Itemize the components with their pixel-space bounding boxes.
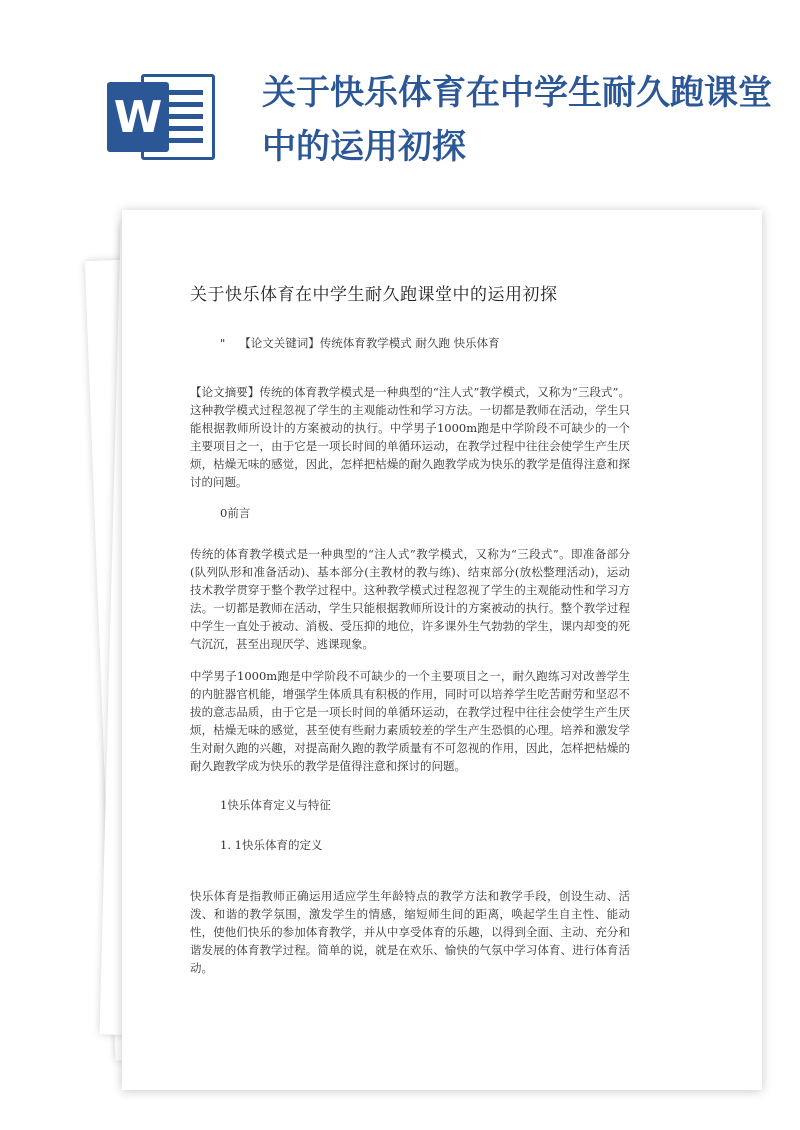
- word-doc-icon: [107, 68, 219, 168]
- header-title: 关于快乐体育在中学生耐久跑课堂中的运用初探: [262, 73, 772, 167]
- paragraph-1: 传统的体育教学模式是一种典型的“注人式”教学模式，又称为“三段式”。即准备部分(队列队形和准备活动)、基本部分(主教材的教与练)、结束部分(放松整理活动)，运动技术教学贯穿于整个教学过程中。这种教学模式过程忽视了学生的主观能动性和学习方法。一切都是教师在活动，学生只能根据教师所设计的方案被动的执行。整个教学过程中学生一直处于被动、消极、受压抑的地位，许多课外生气勃勃的学生，课内却变的死气沉沉，甚至出现厌学、逃课现象。: [190, 547, 630, 651]
- section-heading-0: 0前言: [220, 506, 251, 520]
- keywords-text: 【论文关键词】传统体育教学模式 耐久跑 快乐体育: [239, 336, 500, 350]
- quote-mark: ": [220, 336, 226, 350]
- word-letter-icon: W: [107, 82, 169, 152]
- paper-title: 关于快乐体育在中学生耐久跑课堂中的运用初探: [190, 285, 558, 305]
- abstract-paragraph: 【论文摘要】传统的体育教学模式是一种典型的“注人式”教学模式，又称为“三段式”。这种教学模式过程忽视了学生的主观能动性和学习方法。一切都是教师在活动，学生只能根据教师所设计的方案被动的执行。中学男子1000m跑是中学阶段不可缺少的一个主要项目之一，由于它是一项长时间的单循环运动，在教学过程中往往会使学生产生厌烦，枯燥无味的感觉，因此，怎样把枯燥的耐久跑教学成为快乐的教学是值得注意和探讨的问题。: [190, 385, 630, 489]
- document-page: [122, 210, 762, 1090]
- paragraph-3: 快乐体育是指教师正确运用适应学生年龄特点的教学方法和教学手段，创设生动、活泼、和谐的教学氛围，激发学生的情感，缩短师生间的距离，唤起学生自主性、能动性，使他们快乐的参加体育教学，并从中享受体育的乐趣，以得到全面、主动、充分和谐发展的体育教学过程。简单的说，就是在欢乐、愉快的气氛中学习体育、进行体育活动。: [190, 889, 630, 975]
- page-content: [190, 280, 630, 991]
- section-heading-1-1: 1. 1快乐体育的定义: [220, 838, 323, 852]
- section-heading-1: 1快乐体育定义与特征: [220, 798, 331, 812]
- keywords-line: [220, 335, 630, 351]
- paragraph-2: 中学男子1000m跑是中学阶段不可缺少的一个主要项目之一，耐久跑练习对改善学生的内脏器官机能，增强学生体质具有积极的作用，同时可以培养学生吃苦耐劳和坚忍不拔的意志品质，由于它是一项长时间的单循环运动，在教学过程中往往会使学生产生厌烦，枯燥无味的感觉，甚至使有些耐力素质较差的学生产生恐惧的心理。培养和激发学生对耐久跑的兴趣，对提高耐久跑的教学质量有不可忽视的作用，因此，怎样把枯燥的耐久跑教学成为快乐的教学是值得注意和探讨的问题。: [190, 669, 630, 773]
